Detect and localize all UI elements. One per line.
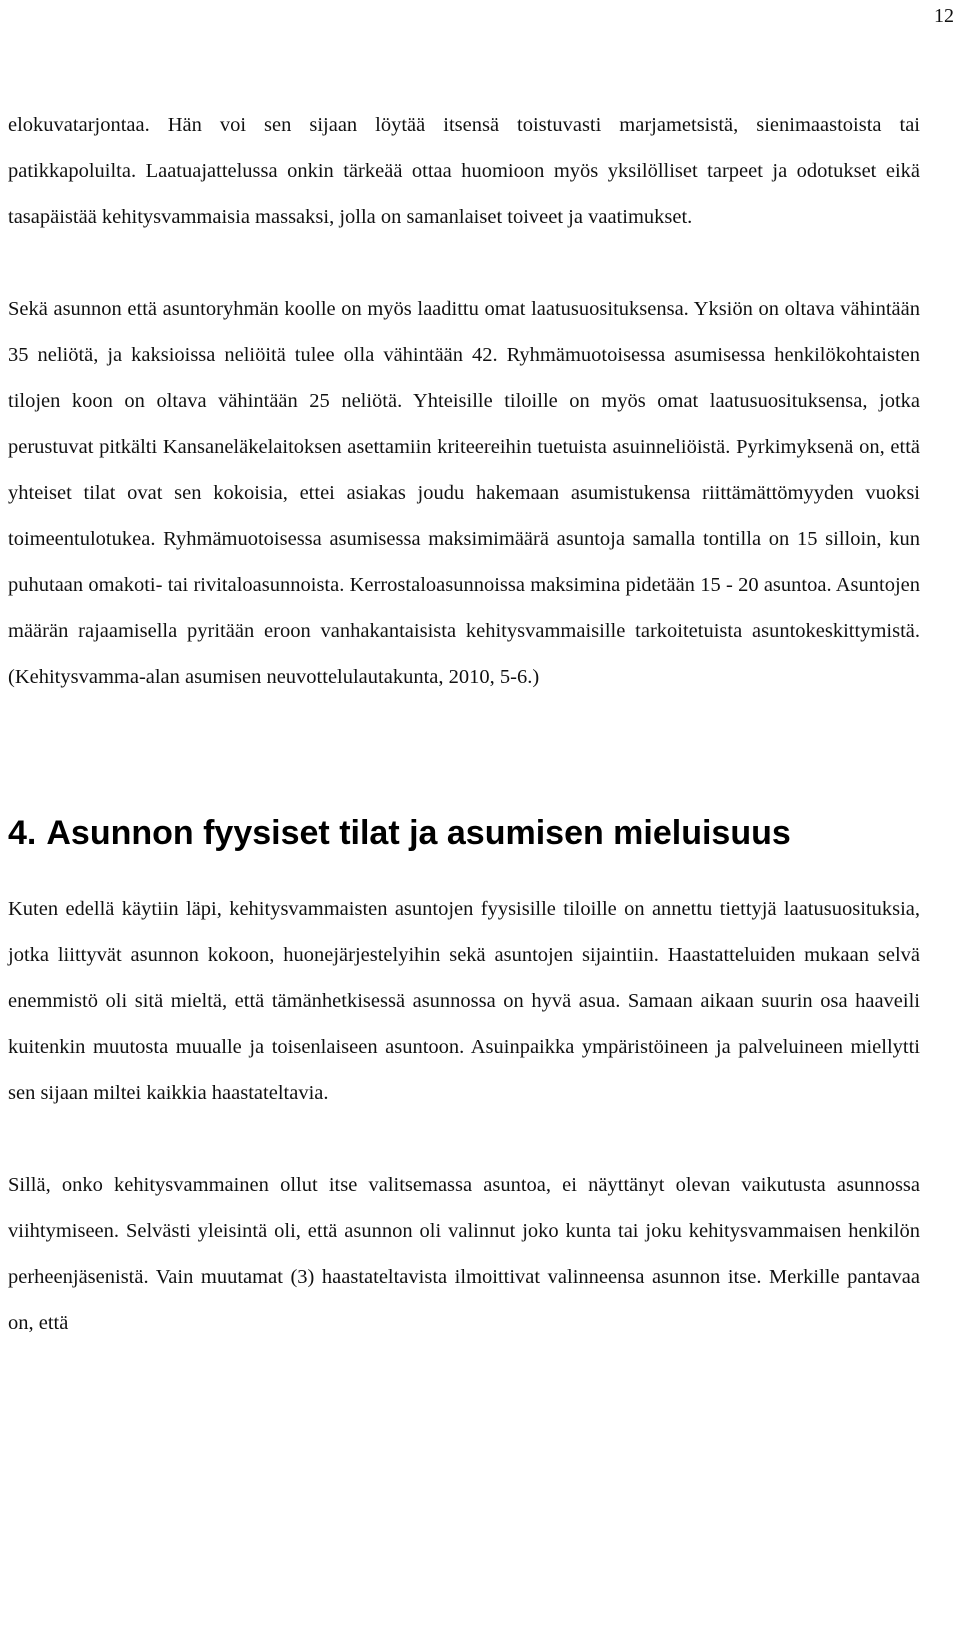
document-body — [8, 102, 920, 1346]
section-spacer — [8, 700, 920, 812]
section-number: 4. — [8, 814, 37, 852]
body-paragraph: Sekä asunnon että asuntoryhmän koolle on myös laadittu omat laatusuosituksensa. Yksiön on oltava vähintään 35 neliötä, ja kaksioissa neliöitä tulee olla vähintään 42. Ryhmämuotoisessa asumisessa henkilökohtaisten tilojen koon on oltava vähintään 25 neliötä. Yhteisille tiloille on myös omat laatusuosituksensa, jotka perustuvat pitkälti Kansaneläkelaitoksen asettamiin kriteereihin tuetuista asuinneliöistä. Pyrkimyksenä on, että yhteiset tilat ovat sen kokoisia, ettei asiakas joudu hakemaan asumistukensa riittämättömyyden vuoksi toimeentulotukea. Ryhmämuotoisessa asumisessa maksimimäärä asuntoja samalla tontilla on 15 silloin, kun puhutaan omakoti- tai rivitaloasunnoista. Kerrostaloasunnoissa maksimina pidetään 15 - 20 asuntoa. Asuntojen määrän rajaamisella pyritään eroon vanhakantaisista kehitysvammaisille tarkoitetuista asuntokeskittymistä. (Kehitysvamma-alan asumisen neuvottelulautakunta, 2010, 5-6.) — [8, 298, 920, 688]
page-number: 12 — [934, 5, 954, 27]
section-heading — [8, 812, 920, 854]
body-paragraph: Kuten edellä käytiin läpi, kehitysvammaisten asuntojen fyysisille tiloille on annettu tiettyjä laatusuosituksia, jotka liittyvät asunnon kokoon, huonejärjestelyihin sekä asuntojen sijaintiin. Haastatteluiden mukaan selvä enemmistö oli sitä mieltä, että tämänhetkisessä asunnossa on hyvä asua. Samaan aikaan suurin osa haaveili kuitenkin muutosta muualle ja toisenlaiseen asuntoon. Asuinpaikka ympäristöineen ja palveluineen miellytti sen sijaan miltei kaikkia haastateltavia. — [8, 898, 920, 1104]
body-paragraph: Sillä, onko kehitysvammainen ollut itse valitsemassa asuntoa, ei näyttänyt olevan vaikutusta asunnossa viihtymiseen. Selvästi yleisintä oli, että asunnon oli valinnut joko kunta tai joku kehitysvammaisen henkilön perheenjäsenistä. Vain muutamat (3) haastateltavista ilmoittivat valinneensa asunnon itse. Merkille pantavaa on, että — [8, 1174, 920, 1334]
body-paragraph: elokuvatarjontaa. Hän voi sen sijaan löytää itsensä toistuvasti marjametsistä, sienimaastoista tai patikkapoluilta. Laatuajattelussa onkin tärkeää ottaa huomioon myös yksilölliset tarpeet ja odotukset eikä tasapäistää kehitysvammaisia massaksi, jolla on samanlaiset toiveet ja vaatimukset. — [8, 114, 920, 228]
section-title: Asunnon fyysiset tilat ja asumisen mieluisuus — [46, 814, 791, 852]
